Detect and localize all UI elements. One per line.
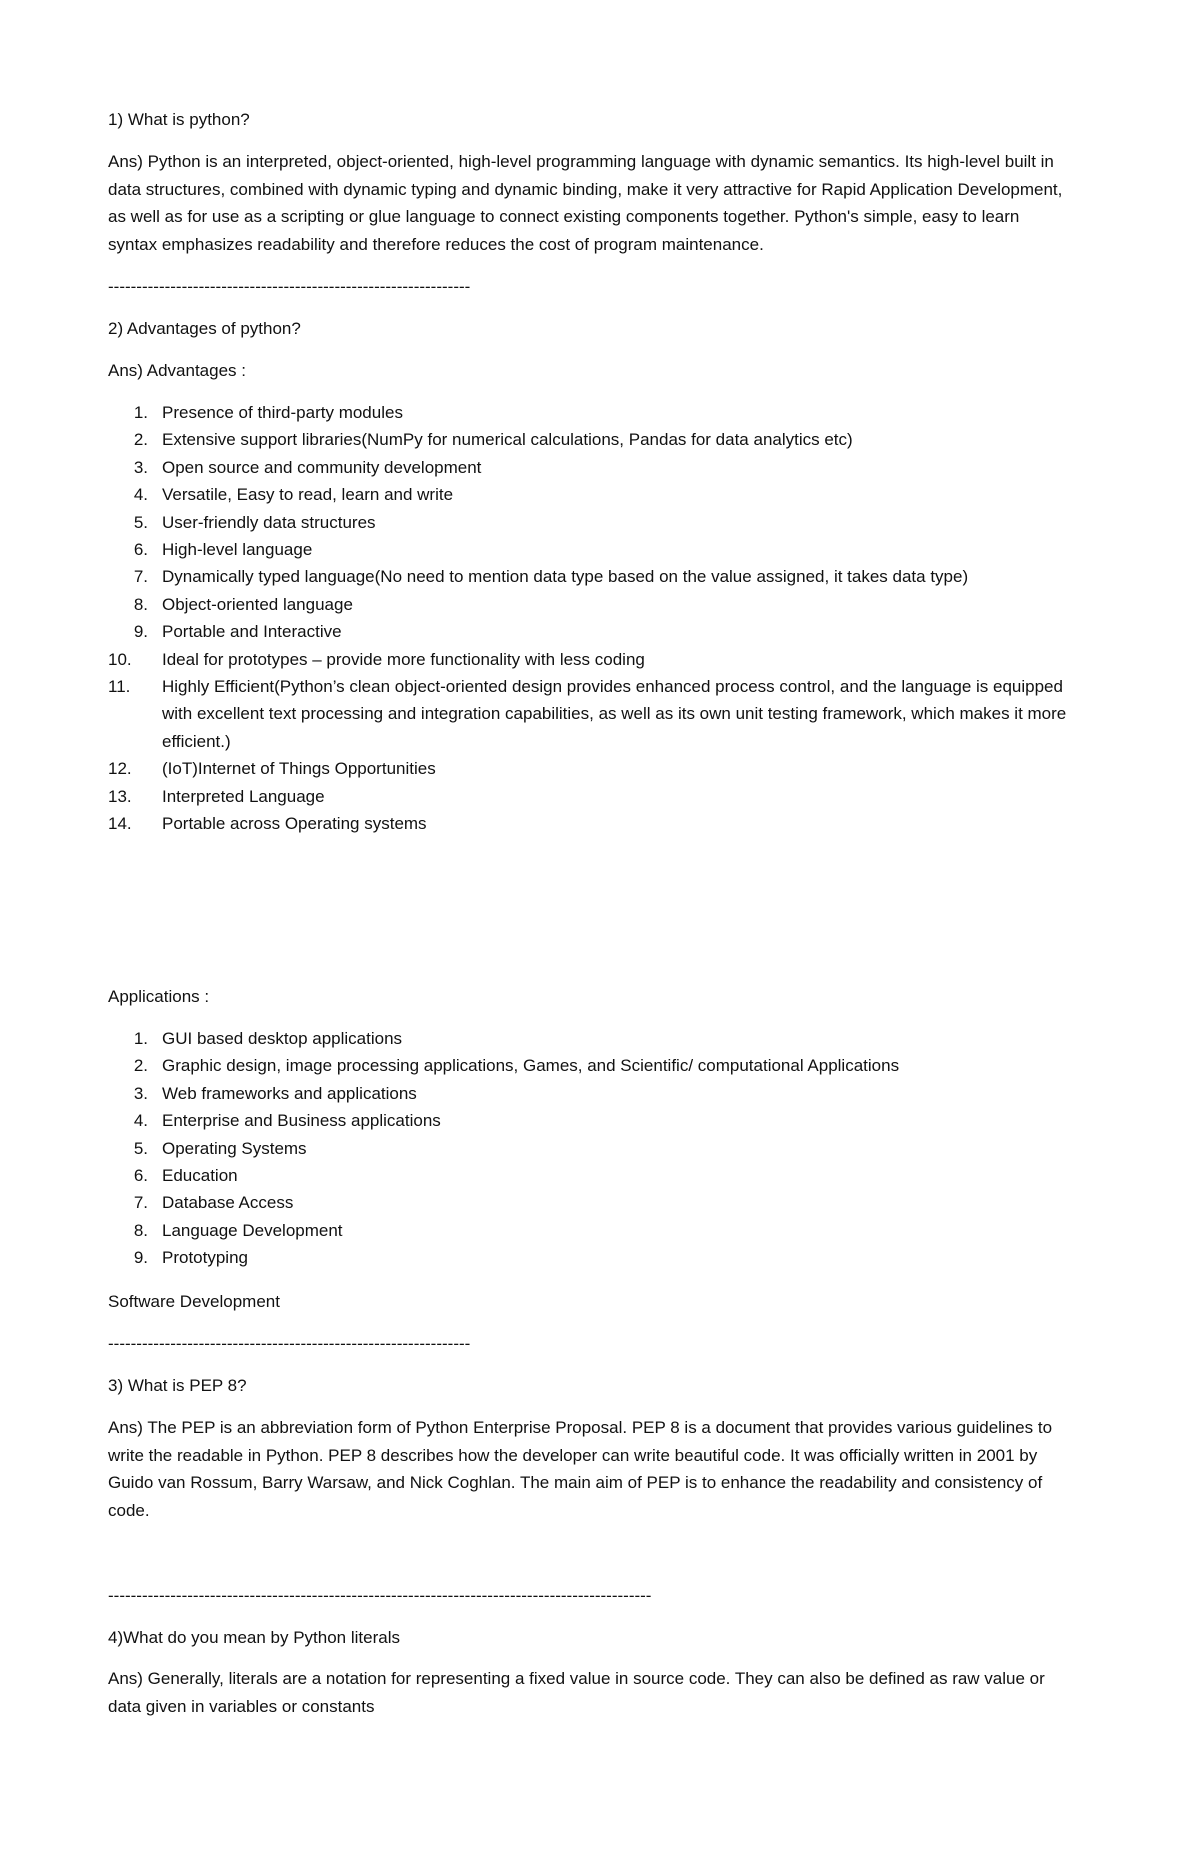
question-3-answer: Ans) The PEP is an abbreviation form of Python Enterprise Proposal. PEP 8 is a document that provides various guidelines to write the readable in Python. PEP 8 describes how the developer can write beautiful code. It was officially written in 2001 by Guido van Rossum, Barry Warsaw, and Nick Coghlan. The main aim of PEP is to enhance the readability and consistency of code. (108, 1418, 1053, 1520)
question-1-answer: Ans) Python is an interpreted, object-oriented, high-level programming language with dynamic semantics. Its high-level built in data structures, combined with dynamic typing and dynamic binding, make it very attractive for Rapid Application Development, as well as for use as a scripting or glue language to connect existing components together. Python's simple, easy to learn syntax emphasizes readability and therefore reduces the cost of program maintenance. (108, 152, 1063, 254)
list-item: 10. Ideal for prototypes – provide more functionality with less coding (108, 649, 645, 669)
question-2-heading: 2) Advantages of python? (108, 319, 301, 338)
list-item: 1. Presence of third-party modules (133, 403, 403, 422)
applications-list (108, 1025, 1068, 1272)
list-item: 1. GUI based desktop applications (133, 1029, 403, 1048)
question-1-heading: 1) What is python? (108, 110, 250, 129)
list-item: 13. Interpreted Language (108, 786, 325, 806)
separator-2: ---------------------------------------------------------------- (108, 1334, 471, 1353)
list-item: 8. Language Development (133, 1220, 343, 1240)
list-item: 2. Extensive support libraries(NumPy for numerical calculations, Pandas for data analytics etc) (133, 430, 853, 450)
list-item: 14. Portable across Operating systems (108, 814, 427, 834)
advantages-heading: Ans) Advantages : (108, 361, 246, 380)
question-3-heading: 3) What is PEP 8? (108, 1376, 247, 1395)
list-item: 7. Database Access (133, 1193, 294, 1213)
list-item: 12. (IoT)Internet of Things Opportunities (108, 759, 436, 779)
list-item: 4. Versatile, Easy to read, learn and write (133, 485, 454, 505)
list-item: 9. Portable and Interactive (133, 622, 342, 642)
list-item: 5. Operating Systems (133, 1138, 307, 1158)
question-4-answer: Ans) Generally, literals are a notation for representing a fixed value in source code. They can also be defined as raw value or data given in variables or constants (108, 1669, 1045, 1716)
applications-heading: Applications : (108, 987, 210, 1006)
list-item: 2. Graphic design, image processing applications, Games, and Scientific/ computational Applications (133, 1056, 900, 1076)
separator-3: ------------------------------------------------------------------------------------------------ (108, 1586, 652, 1605)
list-item: 11. Highly Efficient(Python’s clean object-oriented design provides enhanced process control, and the language is equipped with excellent text processing and integration capabilities, as well as its own unit testing framework, which makes it more efficient.) (108, 677, 1067, 751)
list-item: 8. Object-oriented language (133, 594, 353, 614)
advantages-list (108, 399, 1068, 838)
list-item: 4. Enterprise and Business applications (133, 1111, 441, 1131)
list-item: 6. Education (133, 1166, 238, 1186)
list-item: 5. User-friendly data structures (133, 512, 376, 532)
list-item: 9. Prototyping (133, 1248, 248, 1268)
list-item: 3. Web frameworks and applications (133, 1083, 417, 1103)
separator-1: ---------------------------------------------------------------- (108, 277, 471, 296)
list-item: 3. Open source and community development (133, 457, 482, 477)
software-development-text: Software Development (108, 1292, 280, 1311)
list-item: 7. Dynamically typed language(No need to mention data type based on the value assigned, it takes data type) (133, 567, 969, 587)
list-item: 6. High-level language (133, 540, 313, 560)
question-4-heading: 4)What do you mean by Python literals (108, 1628, 400, 1647)
